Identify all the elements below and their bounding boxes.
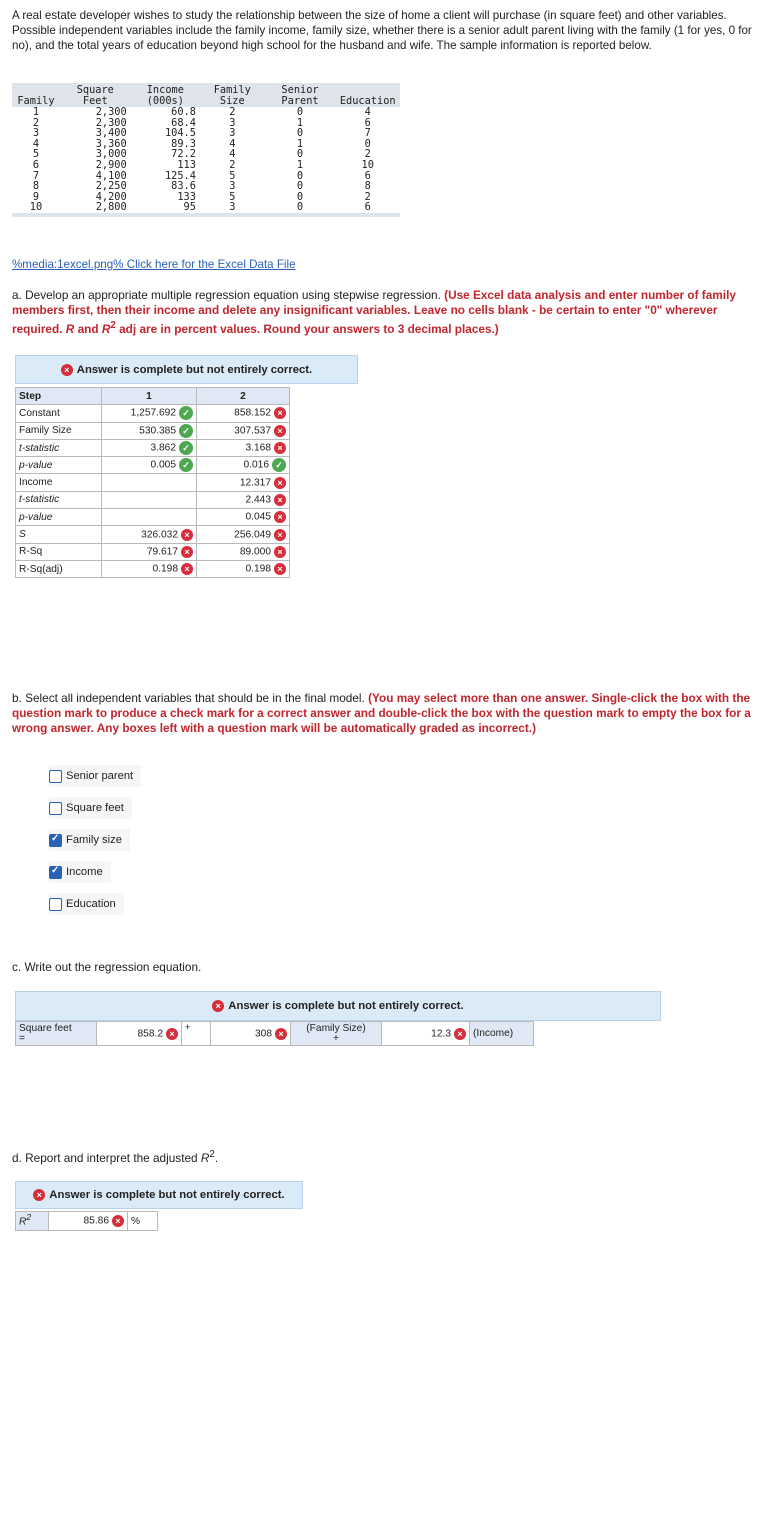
- incorrect-icon: [274, 529, 286, 541]
- answer-field-step2[interactable]: 2.443×: [197, 491, 290, 508]
- part-c-feedback-banner: × Answer is complete but not entirely correct.: [15, 991, 661, 1021]
- table-cell: 133: [177, 190, 196, 203]
- r2-value-field[interactable]: 85.86×: [49, 1212, 128, 1231]
- regression-equation: [15, 1021, 534, 1046]
- table-cell: 95: [183, 201, 196, 214]
- row-label: p-value: [16, 457, 102, 474]
- stepwise-row: [16, 422, 290, 439]
- table-cell: 89.3: [171, 137, 196, 150]
- incorrect-icon: [274, 407, 286, 419]
- answer-field-step2[interactable]: 858.152×: [197, 405, 290, 422]
- incorrect-icon: [166, 1028, 178, 1040]
- stepwise-row: [16, 457, 290, 474]
- checkbox[interactable]: [49, 898, 62, 911]
- table-cell: 9: [32, 190, 40, 203]
- checkbox[interactable]: [49, 834, 62, 847]
- row-label: R-Sq: [16, 543, 102, 560]
- answer-field-step1[interactable]: 0.198×: [102, 560, 197, 577]
- row-label: R-Sq(adj): [16, 560, 102, 577]
- part-a-instructions: (Use Excel data analysis and enter number of family members first, then their income and delete any insignificant variables. Leave no cells blank - be certain to enter "0" wherever required. R and $R^2$ adj are in percent values. Round your answers to 3 decimal places.): [12, 288, 736, 336]
- answer-field-step2[interactable]: 256.049×: [197, 526, 290, 543]
- table-bottom-bar: [12, 213, 400, 217]
- table-cell: 3,000: [95, 148, 127, 161]
- stepwise-row: [16, 474, 290, 491]
- answer-field-step2[interactable]: 0.045×: [197, 509, 290, 526]
- incorrect-icon: [33, 1189, 45, 1201]
- table-cell: 7: [32, 169, 40, 182]
- data-table: [12, 83, 400, 217]
- option-label: Square feet: [66, 802, 124, 814]
- table-cell: 3,360: [95, 137, 127, 150]
- table-cell: 3: [229, 127, 236, 140]
- option-family-size[interactable]: [49, 829, 130, 851]
- incorrect-icon: [181, 529, 193, 541]
- table-row: [12, 149, 400, 160]
- eq-income-coef-field[interactable]: 12.3×: [382, 1022, 470, 1046]
- step1-header: 1: [102, 388, 197, 405]
- incorrect-icon: [112, 1215, 124, 1227]
- checkbox[interactable]: [49, 866, 62, 879]
- stepwise-table: [15, 387, 290, 578]
- stepwise-row: [16, 526, 290, 543]
- stepwise-row: [16, 560, 290, 577]
- table-cell: 0: [296, 201, 304, 214]
- row-label: S: [16, 526, 102, 543]
- table-cell: 8: [364, 180, 371, 193]
- row-label: t-statistic: [16, 491, 102, 508]
- table-cell: 3: [229, 201, 236, 214]
- stepwise-row: [16, 439, 290, 456]
- table-cell: 10: [361, 158, 374, 171]
- answer-field-step1[interactable]: [102, 474, 197, 491]
- table-cell: 3: [229, 116, 236, 129]
- table-cell: 125.4: [164, 169, 196, 182]
- correct-icon: [179, 458, 193, 472]
- option-senior-parent[interactable]: [49, 765, 141, 787]
- part-d-feedback-banner: × Answer is complete but not entirely correct.: [15, 1181, 303, 1209]
- answer-field-step2[interactable]: 3.168×: [197, 439, 290, 456]
- table-cell: 0: [296, 169, 304, 182]
- eq-family-size-label: (Family Size) +: [291, 1022, 382, 1046]
- table-cell: 2: [229, 106, 236, 118]
- correct-icon: [179, 424, 193, 438]
- table-cell: 2,300: [95, 116, 127, 129]
- r2-unit: %: [128, 1212, 158, 1231]
- part-a-prompt: [12, 288, 767, 337]
- table-cell: 6: [364, 201, 371, 214]
- incorrect-icon: [181, 563, 193, 575]
- table-cell: 2,250: [95, 180, 127, 193]
- table-cell: 6: [364, 169, 371, 182]
- row-label: Income: [16, 474, 102, 491]
- incorrect-icon: [274, 425, 286, 437]
- incorrect-icon: [61, 364, 73, 376]
- table-cell: 104.5: [164, 127, 196, 140]
- table-cell: 6: [32, 158, 40, 171]
- table-cell: 1: [296, 116, 304, 129]
- table-cell: 72.2: [171, 148, 196, 161]
- part-b-prompt: b. Select all independent variables that should be in the final model. (You may select more than one answer. Single-click the box with the question mark to produce a check mark for a correct answer and double-click the box with the question mark to empty the box for a wrong answer. Any boxes left with a question mark will be automatically graded as incorrect.): [12, 691, 751, 735]
- col-header-family-size: Family Size: [200, 83, 265, 107]
- table-cell: 4,200: [95, 190, 127, 203]
- table-cell: 6: [364, 116, 371, 129]
- table-cell: 4: [364, 106, 371, 118]
- incorrect-icon: [181, 546, 193, 558]
- stepwise-row: [16, 405, 290, 422]
- part-d-prompt: d. Report and interpret the adjusted $R^2$.: [12, 1149, 219, 1165]
- answer-field-step2[interactable]: 0.198×: [197, 560, 290, 577]
- correct-icon: [179, 441, 193, 455]
- answer-field-step1[interactable]: [102, 509, 197, 526]
- answer-field-step2[interactable]: 12.317×: [197, 474, 290, 491]
- row-label: Constant: [16, 405, 102, 422]
- table-cell: 7: [364, 127, 371, 140]
- table-cell: 0: [296, 180, 304, 193]
- table-cell: 60.8: [171, 106, 196, 118]
- option-label: Education: [66, 898, 116, 910]
- table-cell: 2: [364, 190, 371, 203]
- table-cell: 4: [229, 148, 236, 161]
- answer-field-step1[interactable]: 3.862✓: [102, 439, 197, 456]
- incorrect-icon: [274, 511, 286, 523]
- table-cell: 2: [229, 158, 236, 171]
- step-header: Step: [16, 388, 102, 405]
- table-cell: 4,100: [95, 169, 127, 182]
- table-cell: 1: [296, 158, 304, 171]
- answer-field-step2[interactable]: 307.537×: [197, 422, 290, 439]
- answer-field-step1[interactable]: 1,257.692✓: [102, 405, 197, 422]
- table-cell: 5: [32, 148, 40, 161]
- part-c-prompt: c. Write out the regression equation.: [12, 960, 202, 974]
- table-row: [12, 139, 400, 150]
- excel-file-link[interactable]: %media:1excel.png% Click here for the Excel Data File: [12, 258, 296, 271]
- table-cell: 2,900: [95, 158, 127, 171]
- eq-plus-1: +: [182, 1022, 211, 1046]
- incorrect-icon: [274, 442, 286, 454]
- table-cell: 4: [32, 137, 40, 150]
- eq-lhs: Square feet =: [16, 1022, 97, 1046]
- table-cell: 1: [32, 106, 40, 118]
- table-cell: 3,400: [95, 127, 127, 140]
- eq-family-size-coef-field[interactable]: 308×: [211, 1022, 291, 1046]
- table-row: [12, 202, 400, 213]
- answer-field-step1[interactable]: 0.005✓: [102, 457, 197, 474]
- answer-field-step1[interactable]: 530.385✓: [102, 422, 197, 439]
- row-label: p-value: [16, 509, 102, 526]
- col-header-family: Family: [12, 83, 60, 107]
- table-row: [12, 107, 400, 118]
- row-label: t-statistic: [16, 439, 102, 456]
- incorrect-icon: [212, 1000, 224, 1012]
- table-row: [12, 181, 400, 192]
- checkbox[interactable]: [49, 770, 62, 783]
- answer-field-step2[interactable]: 0.016✓: [197, 457, 290, 474]
- adjusted-r2-row: [15, 1211, 158, 1231]
- part-a-text: a. Develop an appropriate multiple regression equation using stepwise regression.: [12, 288, 441, 302]
- incorrect-icon: [274, 494, 286, 506]
- option-label: Senior parent: [66, 770, 134, 782]
- table-cell: 4: [229, 137, 236, 150]
- option-square-feet[interactable]: [49, 797, 132, 819]
- col-header-income: Income (000s): [131, 83, 200, 107]
- eq-income-label: (Income): [470, 1022, 534, 1046]
- table-row: [12, 192, 400, 203]
- col-header-education: Education: [335, 83, 400, 107]
- table-cell: 1: [296, 137, 304, 150]
- stepwise-row: [16, 491, 290, 508]
- incorrect-icon: [454, 1028, 466, 1040]
- table-cell: 2,800: [95, 201, 127, 214]
- incorrect-icon: [275, 1028, 287, 1040]
- option-income[interactable]: [49, 861, 111, 883]
- answer-field-step2[interactable]: 89.000×: [197, 543, 290, 560]
- table-cell: 0: [296, 127, 304, 140]
- col-header-senior-parent: Senior Parent: [265, 83, 336, 107]
- table-cell: 3: [32, 127, 40, 140]
- table-cell: 0: [364, 137, 371, 150]
- table-cell: 5: [229, 169, 236, 182]
- table-cell: 5: [229, 190, 236, 203]
- option-label: Family size: [66, 834, 122, 846]
- incorrect-icon: [274, 477, 286, 489]
- incorrect-icon: [274, 563, 286, 575]
- r2-label: $R^2$: [16, 1212, 49, 1231]
- table-cell: 8: [32, 180, 40, 193]
- answer-field-step1[interactable]: 79.617×: [102, 543, 197, 560]
- checkbox[interactable]: [49, 802, 62, 815]
- table-cell: 113: [177, 158, 196, 171]
- incorrect-icon: [274, 546, 286, 558]
- table-cell: 2: [364, 148, 371, 161]
- problem-intro: A real estate developer wishes to study the relationship between the size of home a client will purchase (in square feet) and other variables. Possible independent variables include the family income, family size, whether there is a senior adult parent living with the family (1 for yes, 0 for no), and the total years of education beyond high school for the husband and wife. The sample information is reported below.: [12, 9, 752, 52]
- table-cell: 10: [29, 201, 43, 214]
- stepwise-row: [16, 509, 290, 526]
- option-label: Income: [66, 866, 103, 878]
- table-cell: 2,300: [95, 106, 127, 118]
- part-a-feedback-banner: × Answer is complete but not entirely correct.: [15, 355, 358, 384]
- table-row: [12, 160, 400, 171]
- table-row: [12, 128, 400, 139]
- answer-field-step1[interactable]: [102, 491, 197, 508]
- answer-field-step1[interactable]: 326.032×: [102, 526, 197, 543]
- table-cell: 0: [296, 148, 304, 161]
- col-header-square-feet: Square Feet: [60, 83, 131, 107]
- table-row: [12, 171, 400, 182]
- table-cell: 68.4: [171, 116, 196, 129]
- row-label: Family Size: [16, 422, 102, 439]
- table-row: [12, 118, 400, 129]
- correct-icon: [179, 406, 193, 420]
- table-cell: 0: [296, 190, 304, 203]
- option-education[interactable]: [49, 893, 124, 915]
- table-cell: 0: [296, 106, 304, 118]
- table-cell: 3: [229, 180, 236, 193]
- table-cell: 83.6: [171, 180, 196, 193]
- stepwise-row: [16, 543, 290, 560]
- step2-header: 2: [197, 388, 290, 405]
- table-cell: 2: [32, 116, 40, 129]
- correct-icon: [272, 458, 286, 472]
- eq-constant-field[interactable]: 858.2×: [97, 1022, 182, 1046]
